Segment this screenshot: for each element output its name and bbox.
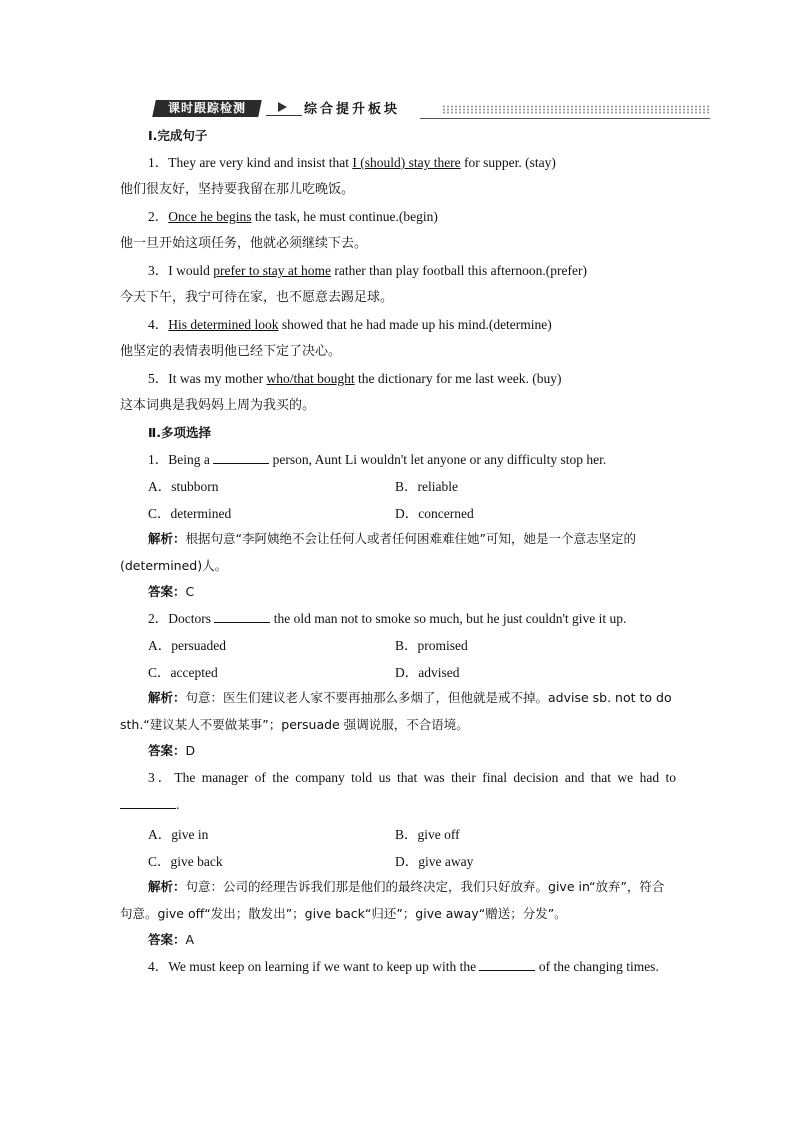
mc-question-1: 1．Being a person, Aunt Li wouldn't let anyone or any difficulty stop her.: [148, 452, 607, 467]
option-d: D．advised: [395, 665, 460, 680]
option-d: D．concerned: [395, 506, 474, 521]
completion-item-1: 1．They are very kind and insist that I (should) stay there for supper. (stay): [148, 155, 556, 170]
option-b: B．promised: [395, 638, 468, 653]
option-c: C．accepted: [148, 665, 218, 680]
completion-item-3: 3．I would prefer to stay at home rather than play football this afternoon.(prefer): [148, 263, 587, 278]
section2-title: Ⅱ.多项选择: [148, 425, 211, 440]
answer-text: who/that bought: [266, 371, 355, 386]
options-row: [148, 636, 676, 656]
option-b: B．reliable: [395, 479, 458, 494]
translation-3: 今天下午，我宁可待在家，也不愿意去踢足球。: [120, 290, 394, 305]
translation-1: 他们很友好，坚持要我留在那儿吃晚饭。: [120, 182, 355, 197]
options-row: [148, 852, 676, 872]
option-b: B．give off: [395, 827, 460, 842]
option-c: C．determined: [148, 506, 232, 521]
header-subtitle: 综合提升板块: [304, 102, 401, 117]
arrow-icon: [278, 102, 287, 112]
option-c: C．give back: [148, 854, 223, 869]
completion-item-5: 5．It was my mother who/that bought the dictionary for me last week. (buy): [148, 371, 562, 386]
header-banner: 课时跟踪检测: [152, 100, 262, 117]
section1-title: Ⅰ.完成句子: [148, 128, 208, 143]
answer-3: 答案：A: [148, 932, 195, 947]
options-row: [148, 504, 676, 524]
worksheet-page: [120, 96, 676, 980]
explanation-1: 解析：根据句意“李阿姨绝不会让任何人或者任何困难难住她”可知，她是一个意志坚定的(determined)人。: [120, 531, 636, 573]
options-row: [148, 477, 676, 497]
mc-question-2: 2．Doctors the old man not to smoke so much, but he just couldn't give it up.: [148, 611, 627, 626]
header-rule: [420, 118, 710, 119]
answer-text: Once he begins: [168, 209, 252, 224]
header-divider: [266, 115, 302, 116]
translation-2: 他一旦开始这项任务，他就必须继续下去。: [120, 236, 368, 251]
answer-text: I (should) stay there: [352, 155, 461, 170]
translation-4: 他坚定的表情表明他已经下定了决心。: [120, 344, 342, 359]
answer-blank: [120, 796, 176, 809]
mc-question-4: 4．We must keep on learning if we want to keep up with the of the changing times.: [148, 959, 659, 974]
explanation-2: 解析：句意：医生们建议老人家不要再抽那么多烟了，但他就是戒不掉。advise sb. not to do sth.“建议某人不要做某事”；persuade 强调说服，不合语境。: [120, 690, 672, 732]
answer-text: prefer to stay at home: [213, 263, 331, 278]
answer-blank: [479, 958, 535, 971]
explanation-3: 解析：句意：公司的经理告诉我们那是他们的最终决定，我们只好放弃。give in“放弃”，符合句意。give off“发出；散发出”；give back“归还”；give away“赠送；分发”。: [120, 879, 665, 921]
option-a: A．persuaded: [148, 638, 226, 653]
option-a: A．give in: [148, 827, 209, 842]
completion-item-2: 2．Once he begins the task, he must continue.(begin): [148, 209, 438, 224]
answer-text: His determined look: [168, 317, 279, 332]
completion-item-4: 4．His determined look showed that he had made up his mind.(determine): [148, 317, 552, 332]
dotted-pattern: [442, 105, 710, 114]
answer-blank: [214, 610, 270, 623]
answer-blank: [213, 451, 269, 464]
options-row: [148, 825, 676, 845]
option-a: A．stubborn: [148, 479, 219, 494]
mc-question-3: 3．The manager of the company told us that was their final decision and that we had to .: [120, 764, 676, 818]
answer-1: 答案：C: [148, 584, 195, 599]
answer-2: 答案：D: [148, 743, 196, 758]
options-row: [148, 663, 676, 683]
section-header: [120, 96, 676, 122]
option-d: D．give away: [395, 854, 474, 869]
translation-5: 这本词典是我妈妈上周为我买的。: [120, 398, 316, 413]
